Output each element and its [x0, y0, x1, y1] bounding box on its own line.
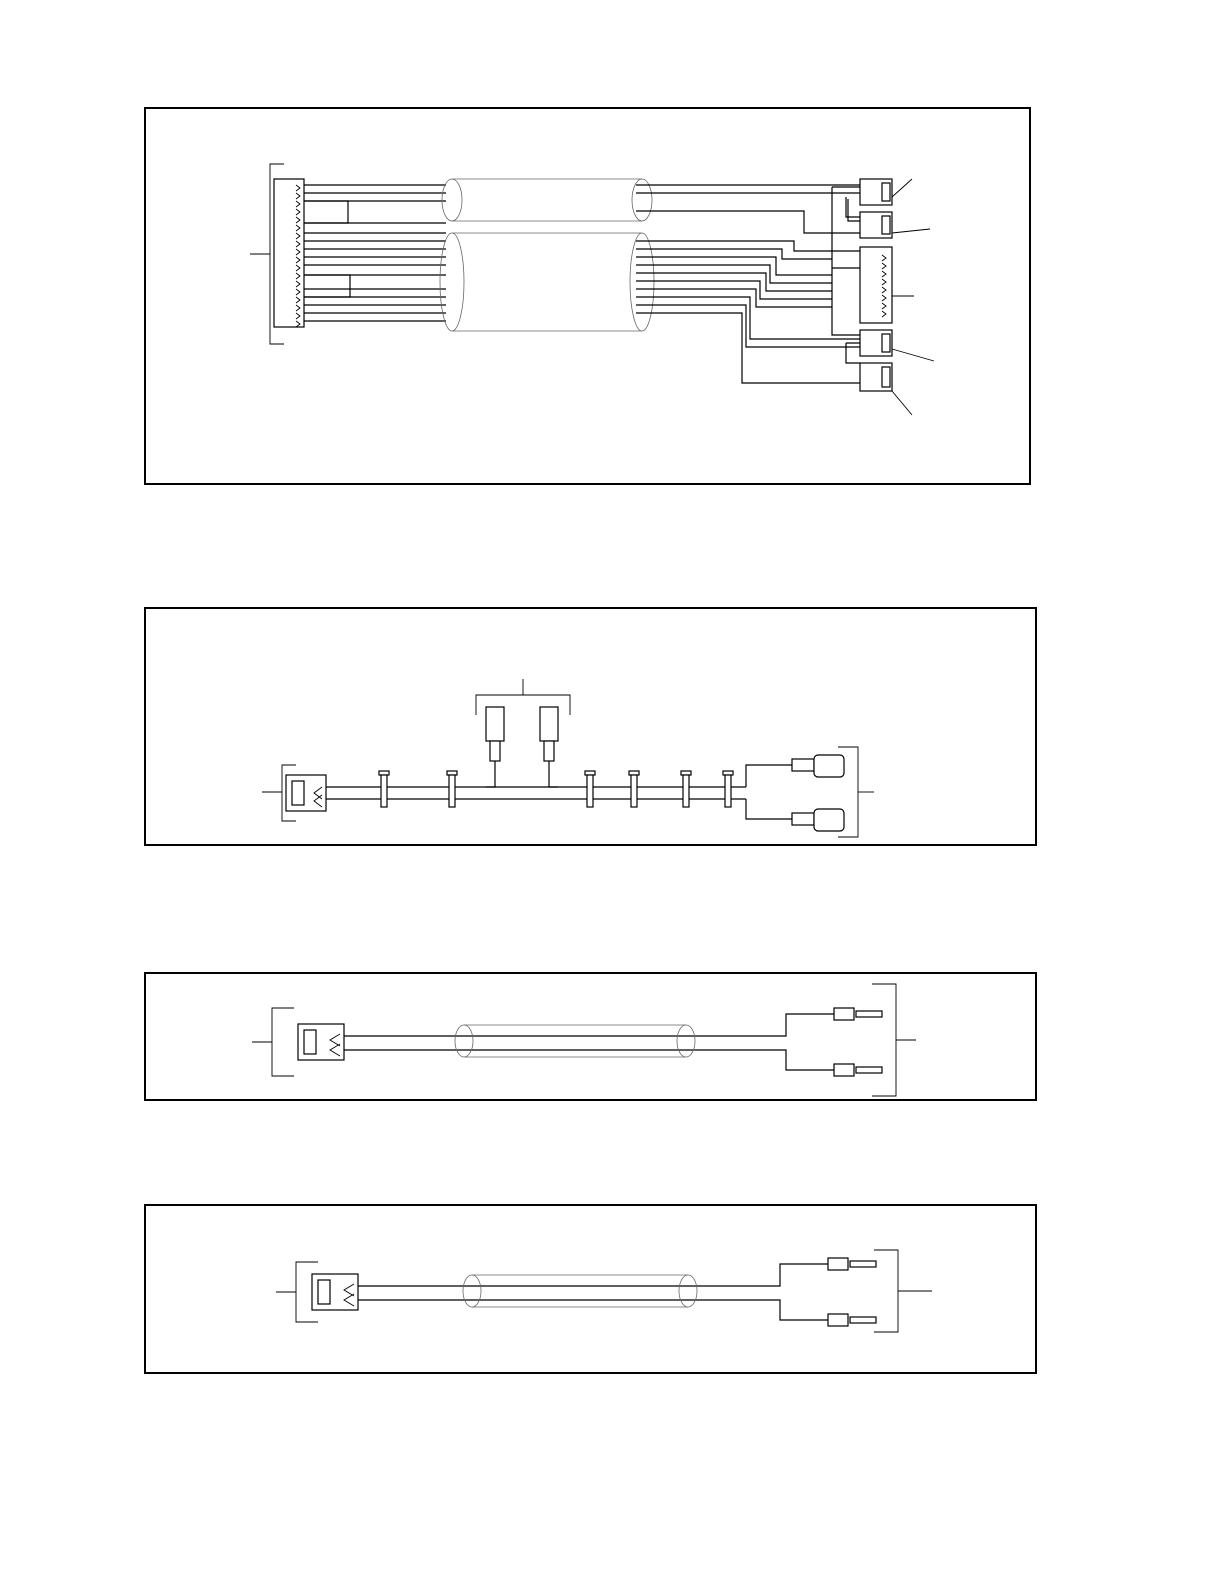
cable-diagram-3 [146, 974, 1039, 1103]
right-multi-pin-connector [860, 247, 892, 323]
jumper-loop-lower [304, 275, 350, 297]
right-terminal-lower [814, 809, 844, 831]
cable-tie-strap [683, 775, 689, 807]
branch-terminal-right [540, 707, 558, 741]
diagram-panel-1 [144, 107, 1031, 485]
cable-wire-lower [344, 1050, 834, 1070]
jumper-loop-upper [304, 201, 348, 223]
harness-wire [636, 265, 832, 283]
cable-wire-lower [358, 1300, 828, 1320]
ground-bus [832, 187, 860, 363]
cable-sleeve-lower [440, 233, 654, 331]
cable-ties [379, 771, 733, 807]
right-terminal-upper [814, 755, 844, 777]
left-callout-bracket [272, 1008, 294, 1076]
harness-wire [636, 305, 860, 347]
harness-wire [636, 257, 832, 275]
harness-wire [636, 297, 860, 339]
cable-tie-strap [449, 775, 455, 807]
terminal-lower [834, 1064, 854, 1076]
cable-tie-strap [381, 775, 387, 807]
cable-sleeve [463, 1275, 697, 1307]
right-terminal-lower-sleeve [792, 813, 814, 825]
callout-leader-a [892, 179, 912, 197]
cable-tie-strap [587, 775, 593, 807]
cable-sleeve-upper [442, 179, 652, 221]
harness-diagram-1 [146, 109, 1033, 487]
diagram-panel-4 [144, 1204, 1037, 1374]
harness-wire [636, 211, 860, 233]
harness-wire [636, 273, 832, 291]
terminal-upper [828, 1258, 848, 1270]
callout-leader-e [892, 391, 912, 415]
cable-sleeve [455, 1025, 695, 1057]
cable-tie-strap [725, 775, 731, 807]
harness-wires-right [636, 185, 860, 383]
diagram-panel-3 [144, 972, 1037, 1101]
right-terminal-upper-sleeve [792, 759, 814, 771]
harness-wire [636, 313, 860, 383]
cable-tie-strap [631, 775, 637, 807]
callout-leader-b [892, 229, 930, 233]
right-callout-bracket [874, 1250, 898, 1332]
harness-diagram-2 [146, 609, 1039, 848]
harness-wire [636, 281, 832, 299]
branch-terminal-left [486, 707, 504, 741]
cable-diagram-4 [146, 1206, 1039, 1376]
callout-leader-d [892, 349, 934, 361]
terminal-upper [834, 1008, 854, 1020]
harness-wires-left [304, 185, 446, 321]
harness-wire [636, 289, 832, 307]
terminal-lower [828, 1314, 848, 1326]
left-multi-pin-connector [274, 179, 304, 327]
right-callout-bracket [872, 984, 896, 1096]
diagram-panel-2 [144, 607, 1037, 846]
